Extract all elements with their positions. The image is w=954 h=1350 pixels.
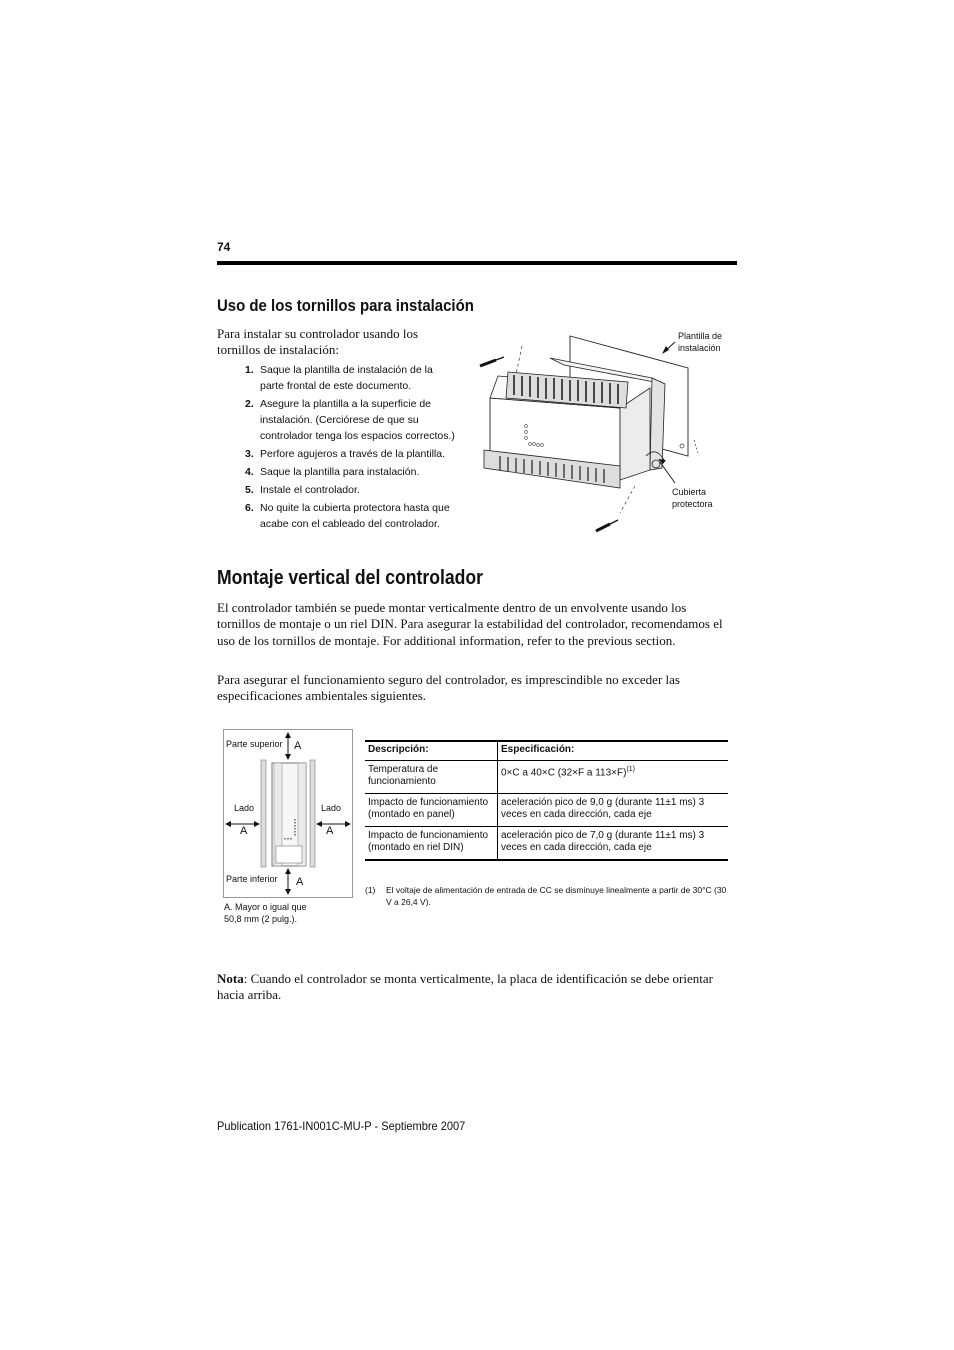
note-label: Nota	[217, 971, 244, 986]
clearance-note: A. Mayor o igual que 50,8 mm (2 pulg.).	[224, 902, 307, 924]
install-steps-list	[217, 362, 457, 534]
section1-intro: Para instalar su controlador usando los tornillos de instalación:	[217, 326, 419, 357]
step-number: 3.	[245, 448, 254, 460]
mounting-screw-bottom	[596, 520, 618, 531]
cell-spec: aceleración pico de 7,0 g (durante 11±1 ms) 3 veces en cada dirección, cada eje	[498, 827, 729, 861]
step-number: 2.	[245, 398, 254, 410]
footnote-number: (1)	[365, 885, 376, 895]
environmental-spec-table	[365, 740, 728, 861]
label-bottom: Parte inferior	[226, 874, 278, 884]
table-row	[365, 794, 728, 827]
footnote-ref: (1)	[626, 766, 636, 773]
step-text: Asegure la plantilla a la superficie de instalación. (Cerciórese de que su controlador tenga los espacios correctos.)	[260, 398, 455, 442]
step-number: 1.	[245, 364, 254, 376]
table-row	[365, 761, 728, 794]
section2-paragraph-2: Para asegurar el funcionamiento seguro del controlador, es imprescindible no exceder las especificaciones ambientales siguientes.	[217, 672, 680, 704]
mounting-screw-top	[480, 357, 504, 366]
step-text: Saque la plantilla para instalación.	[260, 466, 420, 478]
list-item	[217, 482, 457, 498]
label-a-left: A	[240, 825, 248, 837]
vertical-controller-drawing	[224, 730, 352, 897]
step-text: Instale el controlador.	[260, 484, 360, 496]
page-number: 74	[217, 240, 231, 254]
header-description: Descripción:	[365, 741, 498, 761]
list-item	[217, 464, 457, 480]
section-title-vertical-mounting: Montaje vertical del controlador	[217, 567, 484, 589]
label-side-right: Lado	[321, 803, 342, 813]
list-item	[217, 396, 457, 444]
list-item	[217, 446, 457, 462]
label-a-bottom: A	[296, 876, 304, 888]
section2-paragraph-1: El controlador también se puede montar verticalmente dentro de un envolvente usando los tornillos de montaje o un riel DIN. Para asegurar la estabilidad del controlador, recomendamos el uso de los tornillos de montaje. For additional information, refer to the previous section.	[217, 600, 723, 648]
cell-description: Impacto de funcionamiento (montado en panel)	[365, 794, 498, 827]
header-rule	[217, 261, 737, 265]
label-top: Parte superior	[226, 739, 283, 749]
cell-spec: 0×C a 40×C (32×F a 113×F)$^{(1)}$	[498, 761, 729, 794]
step-text: No quite la cubierta protectora hasta que acabe con el cableado del controlador.	[260, 502, 450, 530]
publication-footer: Publication 1761-IN001C-MU-P - Septiembre 2007	[217, 1119, 466, 1133]
cell-description: Impacto de funcionamiento (montado en riel DIN)	[365, 827, 498, 861]
section-title-mounting-screws: Uso de los tornillos para instalación	[217, 296, 474, 315]
footnote-text: El voltaje de alimentación de entrada de CC se disminuye linealmente a partir de 30°C (30 V a 26,4 V).	[386, 885, 727, 907]
label-mounting-template: Plantilla de instalación	[678, 331, 723, 353]
table-header-row	[365, 741, 728, 761]
vertical-clearance-figure	[223, 729, 353, 898]
table-row	[365, 827, 728, 861]
controller-body	[484, 358, 665, 488]
label-protective-cover: Cubierta protectora	[672, 487, 713, 509]
step-number: 6.	[245, 502, 254, 514]
step-text: Saque la plantilla de instalación de la parte frontal de este documento.	[260, 364, 433, 392]
step-number: 5.	[245, 484, 254, 496]
label-a-top: A	[294, 740, 302, 752]
label-side-left: Lado	[234, 803, 255, 813]
step-text: Perfore agujeros a través de la plantilla.	[260, 448, 446, 460]
list-item	[217, 500, 457, 532]
list-item	[217, 362, 457, 394]
cell-description: Temperatura de funcionamiento	[365, 761, 498, 794]
header-specification: Especificación:	[498, 741, 729, 761]
orientation-note	[217, 971, 732, 1004]
label-a-right: A	[326, 825, 334, 837]
controller-install-illustration	[470, 328, 740, 543]
note-text: : Cuando el controlador se monta verticalmente, la placa de identificación se debe orientar hacia arriba.	[217, 971, 713, 1003]
step-number: 4.	[245, 466, 254, 478]
table-footnote	[365, 884, 730, 908]
cell-spec: aceleración pico de 9,0 g (durante 11±1 ms) 3 veces en cada dirección, cada eje	[498, 794, 729, 827]
